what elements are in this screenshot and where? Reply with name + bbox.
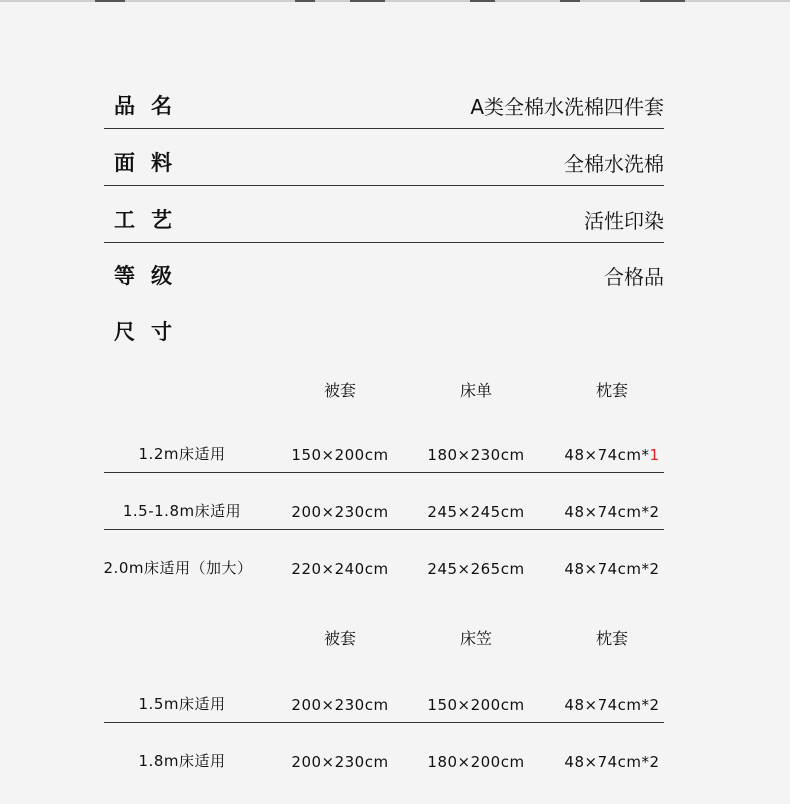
cell-value: 48×74cm*2 — [564, 503, 660, 521]
spec-label: 品名 — [114, 94, 188, 118]
table-header-row — [104, 626, 664, 656]
top-strip — [0, 0, 790, 2]
cell-value — [564, 446, 659, 464]
highlight-quantity: 1 — [649, 446, 660, 464]
cell-value: 48×74cm*2 — [564, 753, 660, 771]
cell-value: 245×245cm — [427, 503, 525, 521]
spec-label: 尺寸 — [114, 320, 188, 344]
spec-row-process — [104, 186, 664, 243]
spec-value: A类全棉水洗棉四件套 — [470, 95, 664, 119]
row-name: 1.2m床适用 — [138, 445, 226, 463]
spec-value: 合格品 — [604, 265, 664, 289]
cell-value: 200×230cm — [291, 696, 389, 714]
row-name: 1.5m床适用 — [138, 695, 226, 713]
cell-value: 180×230cm — [427, 446, 525, 464]
cell-value: 245×265cm — [427, 560, 525, 578]
spec-row-product-name — [104, 72, 664, 129]
column-header: 枕套 — [595, 381, 629, 400]
table-row — [104, 416, 664, 473]
spec-value: 活性印染 — [584, 209, 664, 233]
cell-value: 48×74cm*2 — [564, 696, 660, 714]
table-header-row — [104, 378, 664, 408]
table-row — [104, 666, 664, 723]
row-name: 2.0m床适用（加大） — [103, 559, 253, 577]
cell-value: 48×74cm*2 — [564, 560, 660, 578]
cell-value: 200×230cm — [291, 753, 389, 771]
spec-label: 工艺 — [114, 208, 188, 232]
column-header: 被套 — [323, 381, 357, 400]
table-row — [104, 723, 664, 779]
column-header: 枕套 — [595, 629, 629, 648]
cell-value: 220×240cm — [291, 560, 389, 578]
table-row — [104, 530, 664, 586]
spec-row-grade — [104, 242, 664, 298]
spec-value: 全棉水洗棉 — [564, 152, 664, 176]
spec-label: 面料 — [114, 151, 188, 175]
cell-value: 180×200cm — [427, 753, 525, 771]
cell-value: 150×200cm — [427, 696, 525, 714]
cell-text: 48×74cm* — [564, 446, 650, 464]
spec-row-fabric — [104, 129, 664, 186]
column-header: 床笠 — [459, 629, 493, 648]
spec-label: 等级 — [114, 264, 188, 288]
column-header: 床单 — [459, 381, 493, 400]
row-name: 1.5-1.8m床适用 — [122, 502, 242, 520]
cell-value: 150×200cm — [291, 446, 389, 464]
row-name: 1.8m床适用 — [138, 752, 226, 770]
table-row — [104, 473, 664, 530]
spec-row-size — [104, 298, 664, 354]
cell-value: 200×230cm — [291, 503, 389, 521]
column-header: 被套 — [323, 629, 357, 648]
